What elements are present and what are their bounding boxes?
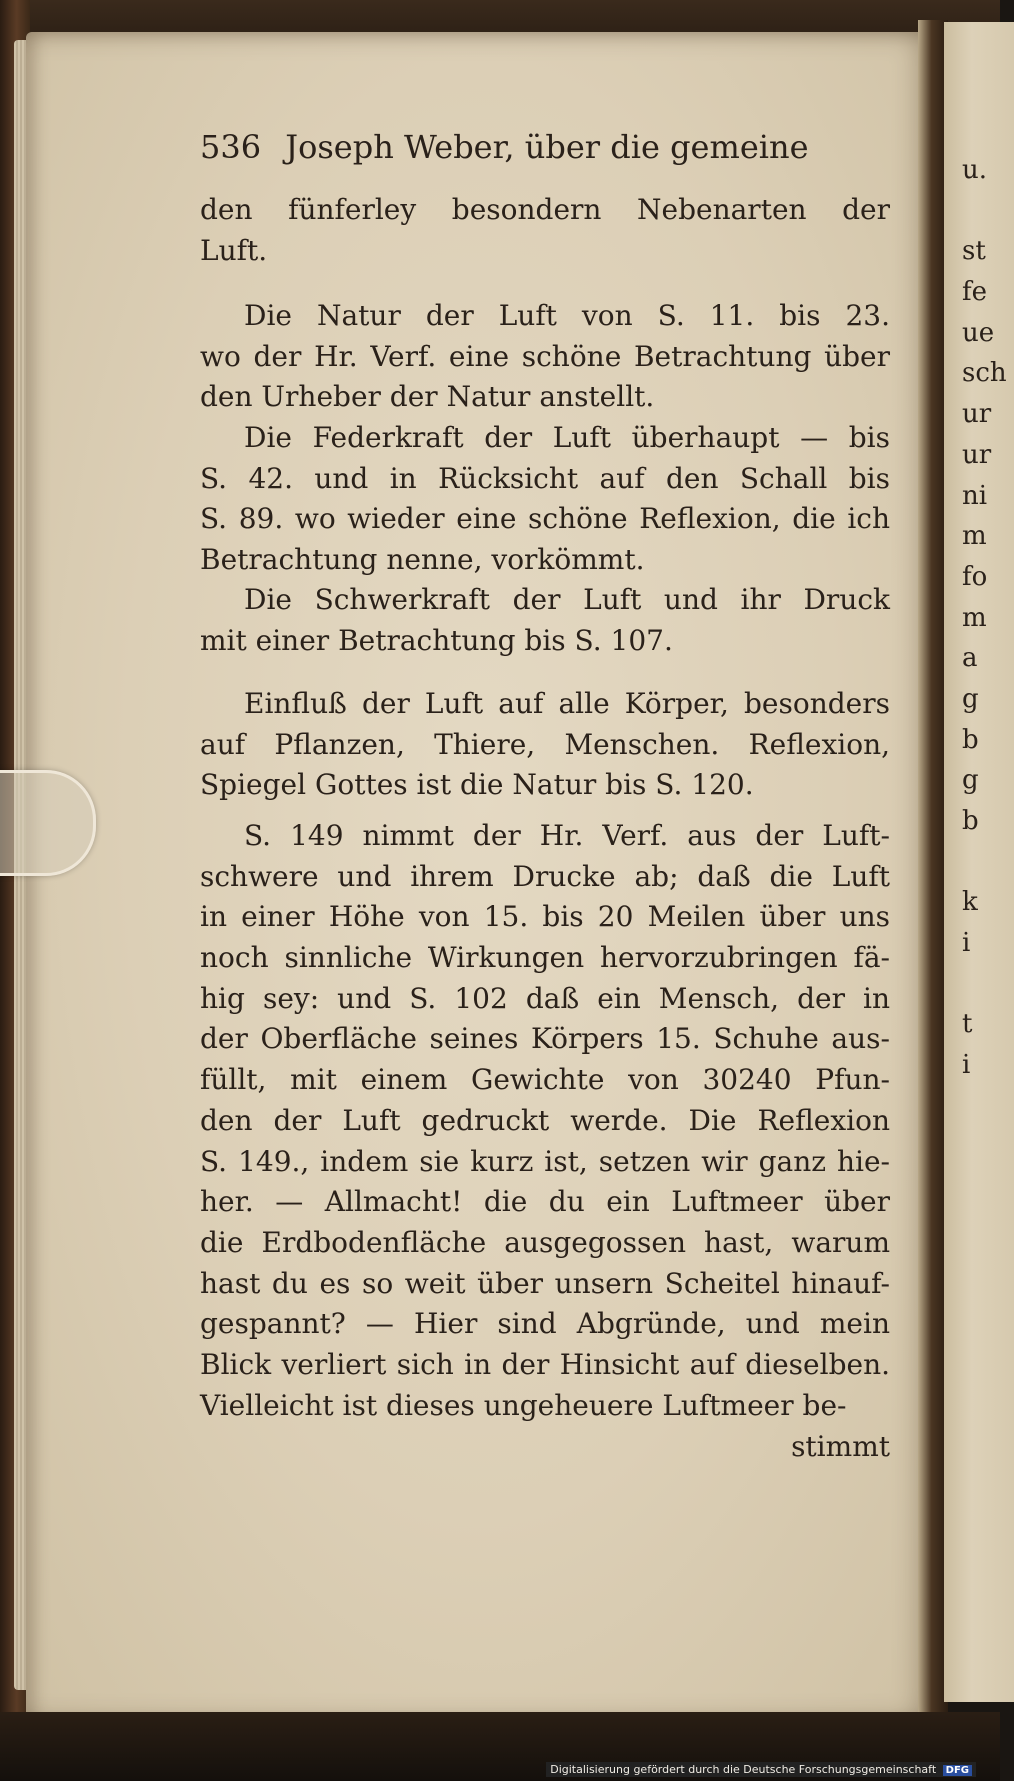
catchword: stimmt (791, 1429, 890, 1463)
facing-fragment: st (962, 236, 986, 267)
text-line: Spiegel Gottes ist die Natur bis S. 120. (200, 768, 754, 802)
facing-fragment: i (962, 1050, 971, 1081)
text-line: Betrachtung nenne, vorkömmt. (200, 543, 645, 577)
text-line: hig sey: und S. 102 daß ein Mensch, der in (200, 981, 890, 1015)
facing-fragment: g (962, 683, 979, 714)
paragraph (200, 684, 890, 806)
text-line: her. — Allmacht! die du ein Luftmeer über (200, 1185, 890, 1219)
text-line: S. 149., indem sie kurz ist, setzen wir ganz hie- (200, 1144, 890, 1178)
facing-fragment: m (962, 521, 987, 552)
page-number: 536 (200, 128, 262, 166)
facing-fragment: b (962, 806, 979, 836)
digitization-credit (546, 1762, 976, 1777)
facing-fragment (962, 964, 1002, 1005)
facing-fragment: u. (962, 155, 988, 185)
facing-fragment (962, 1167, 1002, 1208)
text-line: der Oberfläche seines Körpers 15. Schuhe aus- (200, 1022, 890, 1056)
text-line: den der Luft gedruckt werde. Die Reflexion (200, 1103, 890, 1137)
facing-fragment: i (962, 928, 971, 959)
text-line: Die Natur der Luft von S. 11. bis 23. (244, 299, 890, 332)
facing-fragment (962, 1411, 1002, 1452)
facing-fragment (962, 1086, 1002, 1127)
facing-fragment: a (962, 643, 978, 674)
text-line: S. 42. und in Rücksicht auf den Schall bis (200, 461, 890, 495)
text-line: S. 149 nimmt der Hr. Verf. aus der Luft- (244, 819, 890, 852)
facing-fragment: m (962, 602, 987, 633)
text-line: in einer Höhe von 15. bis 20 Meilen über uns (200, 900, 890, 934)
facing-fragment: b (962, 724, 979, 755)
text-line: schwere und ihrem Drucke ab; daß die Luft (200, 859, 890, 893)
text-line: den fünferley besondern Nebenarten der (200, 193, 890, 226)
facing-fragment (962, 1289, 1002, 1330)
text-line: gespannt? — Hier sind Abgründe, und mein (200, 1307, 890, 1341)
facing-fragment: ni (962, 480, 988, 511)
facing-fragment (962, 1371, 1002, 1412)
facing-fragment: fe (962, 277, 988, 308)
facing-fragment: ue (962, 317, 995, 348)
running-header (200, 128, 809, 166)
facing-fragment: g (962, 765, 979, 796)
paragraph (200, 296, 890, 418)
text-line: noch sinnliche Wirkungen hervorzubringen fä- (200, 941, 890, 975)
text-line: auf Pflanzen, Thiere, Menschen. Reflexion, (200, 727, 890, 761)
facing-fragment: sch (962, 358, 1007, 389)
facing-page-text (962, 150, 1007, 1493)
facing-fragment (962, 1452, 1002, 1493)
text-line: wo der Hr. Verf. eine schöne Betrachtung über (200, 339, 890, 373)
paragraph (200, 580, 890, 661)
facing-fragment (962, 1208, 1002, 1249)
text-line: die Erdbodenfläche ausgegossen hast, warum (200, 1225, 890, 1259)
facing-fragment: ur (962, 399, 992, 430)
text-line: den Urheber der Natur anstellt. (200, 380, 655, 414)
thumb-holding-page (0, 770, 96, 876)
text-line: Vielleicht ist dieses ungeheuere Luftmeer be- (200, 1388, 847, 1422)
text-line: Luft. (200, 233, 268, 267)
facing-fragment (962, 842, 1002, 883)
text-line: hast du es so weit über unsern Scheitel hinauf- (200, 1266, 890, 1300)
text-line: mit einer Betrachtung bis S. 107. (200, 623, 673, 657)
credit-text: Digitalisierung gefördert durch die Deutsche Forschungsgemeinschaft (550, 1763, 937, 1776)
facing-fragment (962, 191, 1002, 232)
facing-fragment: t (962, 1009, 973, 1040)
facing-fragment: k (962, 887, 978, 918)
text-line: Einfluß der Luft auf alle Körper, besonders (244, 687, 890, 720)
text-line: Blick verliert sich in der Hinsicht auf dieselben. (200, 1347, 890, 1381)
facing-fragment (962, 1127, 1002, 1168)
text-line: S. 89. wo wieder eine schöne Reflexion, die ich (200, 502, 890, 536)
text-line: Die Federkraft der Luft überhaupt — bis (244, 421, 890, 454)
text-line: füllt, mit einem Gewichte von 30240 Pfun- (200, 1063, 890, 1097)
facing-fragment: fo (962, 561, 988, 592)
facing-fragment (962, 1249, 1002, 1290)
running-title: Joseph Weber, über die gemeine (285, 128, 809, 166)
paragraph (200, 816, 890, 1426)
facing-fragment: ur (962, 439, 992, 470)
dfg-logo: DFG (943, 1765, 972, 1776)
facing-fragment (962, 1330, 1002, 1371)
paragraph (200, 190, 890, 271)
text-line: Die Schwerkraft der Luft und ihr Druck (244, 583, 890, 616)
paragraph (200, 418, 890, 581)
